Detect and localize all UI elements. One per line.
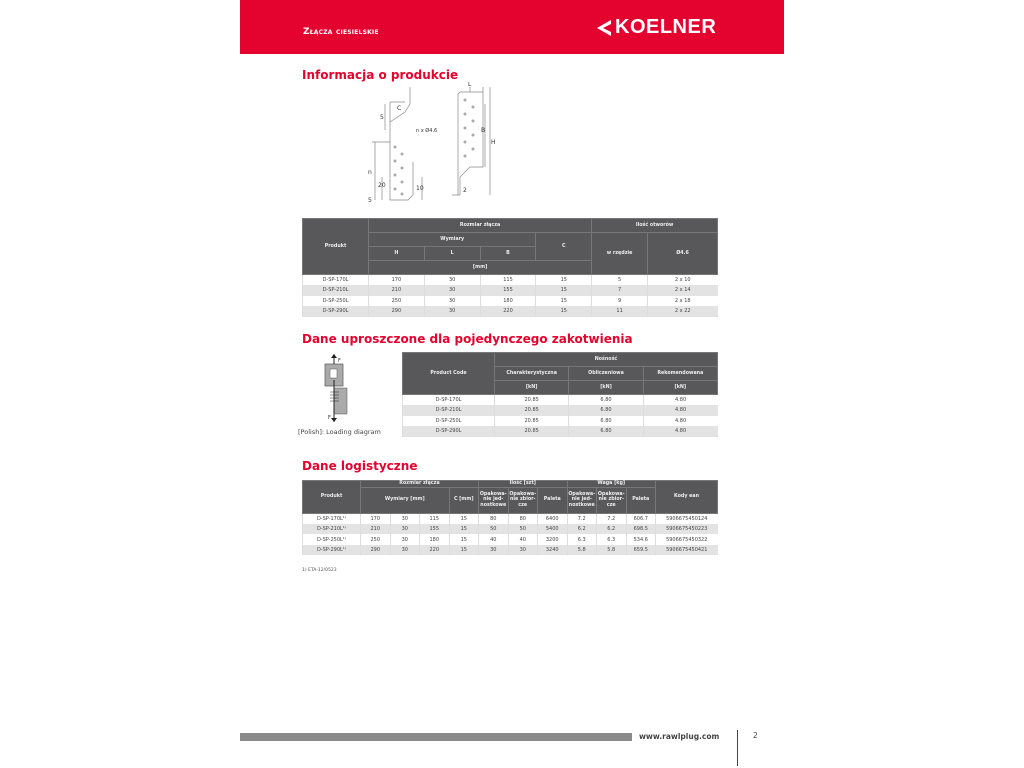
svg-text:B: B [481, 127, 486, 134]
table-cell: 7 [592, 285, 648, 296]
unit-kn: [kN] [495, 381, 569, 395]
table-cell: 210 [361, 524, 391, 535]
table-row [403, 405, 718, 416]
table-cell: 170 [361, 513, 391, 524]
footer-bar [240, 733, 632, 741]
table-cell: 6400 [538, 513, 568, 524]
table-cell: 30 [390, 534, 420, 545]
table-cell: 15 [536, 296, 592, 307]
page-header [240, 0, 784, 54]
table-cell: 250 [361, 534, 391, 545]
col-qty: Ilość [szt] [479, 481, 568, 488]
product-cell: D-SP-290L [403, 426, 495, 437]
table-cell: 15 [449, 513, 479, 524]
table-cell: 20.85 [495, 405, 569, 416]
table-cell: 3240 [538, 545, 568, 556]
table-cell: 30 [424, 296, 480, 307]
logistics-table [302, 480, 718, 555]
table-row [303, 513, 718, 524]
table-cell: 5400 [538, 524, 568, 535]
table-row [303, 524, 718, 535]
table-cell: 115 [480, 275, 536, 286]
table-row [303, 296, 718, 307]
table-cell: 534.6 [626, 534, 656, 545]
table-cell: 220 [420, 545, 450, 556]
table-cell: 170 [369, 275, 425, 286]
svg-text:L: L [468, 82, 472, 88]
table-cell: 30 [424, 306, 480, 317]
product-cell: D-SP-210L [403, 405, 495, 416]
col-product: Produkt [303, 481, 361, 514]
table-cell: 30 [424, 275, 480, 286]
table-cell: 5 [592, 275, 648, 286]
table-row [403, 426, 718, 437]
table-cell: 606.7 [626, 513, 656, 524]
table-cell: 3200 [538, 534, 568, 545]
logo-mark-icon [595, 19, 613, 37]
table-cell: 40 [508, 534, 538, 545]
table-cell: 155 [420, 524, 450, 535]
section-heading-info: Informacja o produkcie [302, 68, 459, 82]
col-design: Obliczeniowa [569, 367, 643, 381]
table-cell: 40 [479, 534, 509, 545]
product-info-table [302, 218, 718, 317]
table-cell: 30 [479, 545, 509, 556]
svg-text:5: 5 [380, 114, 384, 121]
product-cell: D-SP-250L¹⁾ [303, 534, 361, 545]
table-row [303, 306, 718, 317]
header-title: Złącza ciesielskie [303, 27, 379, 37]
table-cell: 30 [390, 545, 420, 556]
section-heading-simplified: Dane uproszczone dla pojedynczego zakotwienia [302, 332, 633, 346]
table-cell: 180 [420, 534, 450, 545]
col-b: B [480, 247, 536, 261]
footnote: 1) ETA-12/0523 [302, 568, 337, 573]
table-cell: 7.2 [597, 513, 627, 524]
col-dims: Wymiary [mm] [361, 487, 450, 513]
table-cell: 30 [424, 285, 480, 296]
col-row: w rzędzie [592, 233, 648, 275]
footer-divider [737, 730, 738, 766]
table-cell: 15 [449, 545, 479, 556]
table-cell: 5.8 [597, 545, 627, 556]
force-label-top: F [338, 358, 341, 364]
col-dims: Wymiary [369, 233, 536, 247]
col-h: H [369, 247, 425, 261]
col-qty-unit: Opakowa-nie jed-nostkowe [479, 487, 509, 513]
table-cell: 115 [420, 513, 450, 524]
col-capacity: Nośność [495, 353, 718, 367]
section-heading-logistics: Dane logistyczne [302, 459, 418, 473]
table-cell: 6.3 [567, 534, 597, 545]
page-number: 2 [753, 731, 758, 740]
table-cell: 659.5 [626, 545, 656, 556]
table-cell: 30 [390, 524, 420, 535]
table-cell: 2 x 10 [647, 275, 717, 286]
table-cell: 155 [480, 285, 536, 296]
table-cell: 4.80 [643, 405, 717, 416]
footer-url[interactable]: www.rawlplug.com [639, 732, 720, 741]
technical-drawing [360, 82, 510, 207]
product-cell: D-SP-290L [303, 306, 369, 317]
table-cell: 6.80 [569, 426, 643, 437]
col-ean: Kody ean [656, 481, 718, 514]
product-cell: D-SP-170L [303, 275, 369, 286]
table-cell: 7.2 [567, 513, 597, 524]
table-cell: 6.80 [569, 405, 643, 416]
col-weight-pallet: Paleta [626, 487, 656, 513]
table-cell: 5906675450322 [656, 534, 718, 545]
col-c: C [mm] [449, 487, 479, 513]
col-unit: [mm] [369, 261, 592, 275]
table-cell: 290 [361, 545, 391, 556]
product-cell: D-SP-250L [303, 296, 369, 307]
table-cell: 15 [536, 285, 592, 296]
table-cell: 5906675450124 [656, 513, 718, 524]
table-cell: 6.2 [567, 524, 597, 535]
table-cell: 6.2 [597, 524, 627, 535]
table-row [403, 416, 718, 427]
product-cell: D-SP-210L¹⁾ [303, 524, 361, 535]
product-cell: D-SP-290L¹⁾ [303, 545, 361, 556]
table-cell: 210 [369, 285, 425, 296]
table-cell: 4.80 [643, 395, 717, 406]
table-cell: 180 [480, 296, 536, 307]
svg-text:C: C [397, 105, 402, 112]
table-cell: 11 [592, 306, 648, 317]
table-cell: 250 [369, 296, 425, 307]
table-cell: 4.80 [643, 416, 717, 427]
table-cell: 50 [508, 524, 538, 535]
table-row [403, 395, 718, 406]
table-cell: 290 [369, 306, 425, 317]
logo-text: KOELNER [615, 16, 717, 38]
table-row [303, 545, 718, 556]
table-cell: 6.80 [569, 416, 643, 427]
col-weight: Waga [kg] [567, 481, 656, 488]
table-cell: 6.80 [569, 395, 643, 406]
svg-text:n: n [368, 169, 372, 176]
table-cell: 15 [536, 306, 592, 317]
table-cell: 30 [508, 545, 538, 556]
table-row [303, 275, 718, 286]
col-l: L [424, 247, 480, 261]
svg-text:20: 20 [378, 182, 386, 189]
table-cell: 220 [480, 306, 536, 317]
table-cell: 20.85 [495, 416, 569, 427]
col-dia: Ø4.6 [647, 233, 717, 275]
table-cell: 30 [390, 513, 420, 524]
unit-kn: [kN] [569, 381, 643, 395]
table-cell: 20.85 [495, 395, 569, 406]
table-cell: 4.80 [643, 426, 717, 437]
col-holes: Ilość otworów [592, 219, 718, 233]
capacity-table [402, 352, 718, 437]
table-cell: 80 [508, 513, 538, 524]
table-cell: 50 [479, 524, 509, 535]
table-cell: 80 [479, 513, 509, 524]
koelner-logo [595, 16, 716, 39]
svg-text:2: 2 [463, 187, 467, 194]
table-cell: 6.3 [597, 534, 627, 545]
table-row [303, 285, 718, 296]
table-cell: 5906675450421 [656, 545, 718, 556]
product-cell: D-SP-250L [403, 416, 495, 427]
col-size: Rozmiar złącza [369, 219, 592, 233]
col-size: Rozmiar złącza [361, 481, 479, 488]
col-c: C [536, 233, 592, 261]
product-cell: D-SP-170L [403, 395, 495, 406]
col-weight-bulk: Opakowa-nie zbior-cze [597, 487, 627, 513]
col-qty-pallet: Paleta [538, 487, 568, 513]
table-row [303, 534, 718, 545]
col-product-code: Product Code [403, 353, 495, 395]
table-cell: 2 x 14 [647, 285, 717, 296]
col-recommended: Rekomendowana [643, 367, 717, 381]
table-cell: 15 [536, 275, 592, 286]
table-cell: 5906675450223 [656, 524, 718, 535]
table-cell: 5.8 [567, 545, 597, 556]
product-cell: D-SP-210L [303, 285, 369, 296]
col-weight-unit: Opakowa-nie jed-nostkowe [567, 487, 597, 513]
svg-text:n x Ø4.6: n x Ø4.6 [416, 128, 438, 134]
table-cell: 698.5 [626, 524, 656, 535]
loading-diagram [320, 354, 360, 426]
table-cell: 2 x 18 [647, 296, 717, 307]
svg-text:10: 10 [416, 185, 424, 192]
col-product: Produkt [303, 219, 369, 275]
product-cell: D-SP-170L¹⁾ [303, 513, 361, 524]
table-cell: 2 x 22 [647, 306, 717, 317]
document-page [240, 0, 784, 768]
col-qty-bulk: Opakowa-nie zbior-cze [508, 487, 538, 513]
loading-diagram-caption: [Polish]: Loading diagram [298, 428, 381, 436]
svg-text:H: H [491, 139, 496, 146]
table-cell: 15 [449, 534, 479, 545]
unit-kn: [kN] [643, 381, 717, 395]
col-characteristic: Charakterystyczna [495, 367, 569, 381]
table-cell: 20.85 [495, 426, 569, 437]
force-label-bottom: F [328, 415, 331, 421]
table-cell: 15 [449, 524, 479, 535]
svg-text:5: 5 [368, 197, 372, 204]
table-cell: 9 [592, 296, 648, 307]
